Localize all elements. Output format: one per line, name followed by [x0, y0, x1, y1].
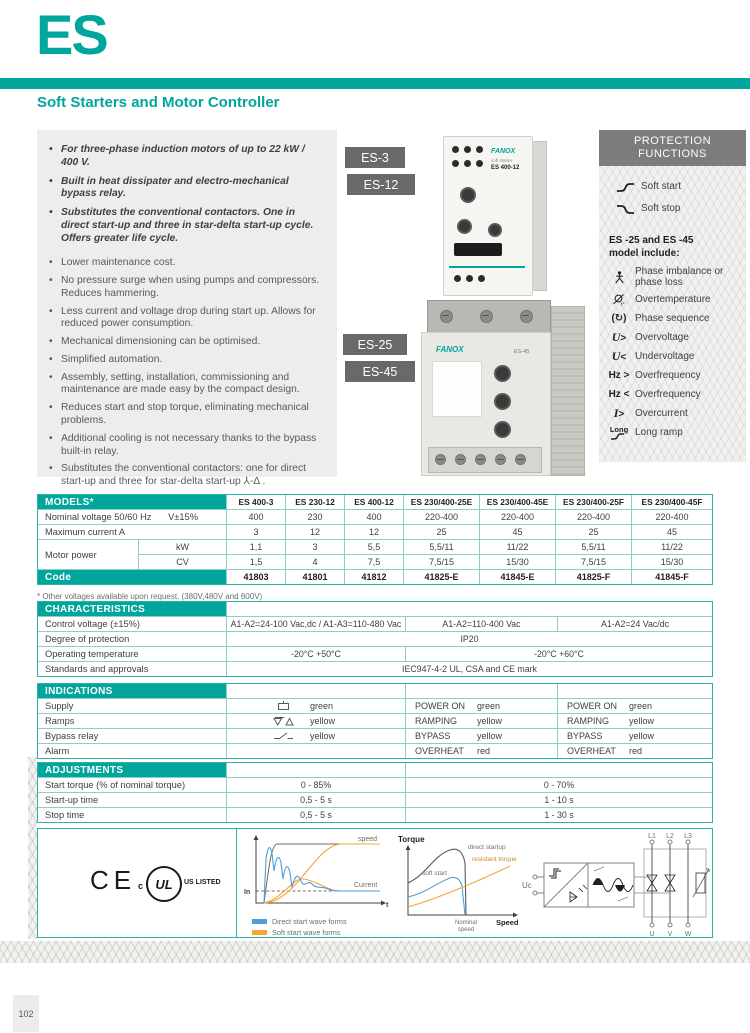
resistant-torque-label: resistant torque — [472, 856, 517, 863]
model-label-es12 — [347, 174, 415, 195]
characteristics-value-cell: IP20 — [227, 632, 712, 646]
model-label-es25 — [343, 334, 407, 355]
code-value-cell: 41845-E — [480, 570, 555, 584]
models-row-label-text: Maximum current A — [45, 527, 126, 537]
protection-note-line2: model include: — [609, 248, 680, 259]
motor-power-value-cell: 5,5/11 — [404, 540, 479, 554]
bullet-icon: • — [49, 275, 53, 287]
indications-led-cell — [558, 699, 712, 713]
nominal-speed-label2: speed — [457, 927, 475, 933]
models-value-cell: 220-400 — [404, 510, 479, 524]
protection-item — [603, 387, 744, 402]
overvoltage-icon: U> — [611, 330, 627, 344]
device2-terminal-block — [427, 300, 551, 334]
wiring-diagram — [520, 831, 712, 937]
product-series-logo: ES — [36, 3, 107, 66]
legend-swatch — [252, 919, 267, 924]
adjust-knob — [460, 187, 476, 203]
models-value-cell: 12 — [286, 525, 344, 539]
models-value-cell: 400 — [345, 510, 403, 524]
motor-power-value-cell: 5,5 — [345, 540, 403, 554]
protection-basic-label: Soft stop — [641, 203, 681, 214]
model-column-header: ES 230/400-45E — [480, 495, 555, 509]
phase-sequence-icon: (↻) — [611, 313, 627, 324]
indications-led-cell — [558, 729, 712, 743]
legend-label: Soft start wave forms — [272, 928, 341, 937]
models-row-label — [38, 525, 226, 539]
indications-led-cell — [558, 714, 712, 728]
protection-item-label: Overtemperature — [635, 294, 711, 305]
waveforms-chart — [242, 833, 392, 917]
indication-color: red — [629, 746, 643, 756]
feature-text: Additional cooling is not necessary thanks to the bypass built-in relay. — [61, 432, 317, 457]
speed-label: speed — [358, 836, 378, 843]
soft-stop-icon — [609, 203, 641, 215]
terminal-screw — [480, 310, 493, 323]
motor-power-value-cell: 15/30 — [632, 555, 712, 569]
soft-start-icon — [609, 181, 641, 193]
code-value-cell: 41845-F — [632, 570, 712, 584]
models-value-cell: 25 — [404, 525, 479, 539]
motor-power-value-cell: 7,5/15 — [556, 555, 631, 569]
motor-power-unit: CV — [139, 555, 226, 569]
l2-label: L2 — [666, 833, 674, 840]
feature-item — [49, 207, 323, 245]
terminal-dot — [454, 275, 461, 282]
protection-basic-item — [609, 179, 742, 194]
device2-label-area — [432, 361, 482, 417]
protection-item-label: Overvoltage — [635, 332, 689, 343]
feature-text: Substitutes the conventional contactors: one for direct start-up and three for star-delta start-up ⅄-Δ . — [61, 463, 306, 488]
direct-current-curve — [264, 848, 380, 903]
l3-label: L3 — [684, 833, 692, 840]
motor-power-value-cell: 7,5/15 — [404, 555, 479, 569]
bullet-icon: • — [49, 144, 53, 155]
adjustments-value-cell: 0,5 - 5 s — [227, 793, 405, 807]
adjust-knob — [457, 219, 472, 234]
indication-color: yellow — [629, 716, 655, 726]
characteristics-value-cell: -20°C +60°C — [406, 647, 712, 661]
terminal-dot — [452, 160, 459, 167]
characteristics-row-label: Degree of protection — [38, 632, 226, 646]
feature-item — [49, 354, 323, 367]
indications-led-cell — [406, 744, 557, 758]
indication-color: yellow — [477, 716, 503, 726]
models-value-cell: 45 — [632, 525, 712, 539]
indications-led-cell — [406, 729, 557, 743]
page-title: Soft Starters and Motor Controller — [37, 94, 280, 111]
device1-display — [454, 243, 502, 256]
feature-item — [49, 433, 323, 459]
motor-power-label: Motor power — [38, 540, 138, 569]
protection-title-line2: FUNCTIONS — [638, 148, 707, 160]
hysteresis-symbol — [549, 869, 561, 878]
code-value-cell: 41825-F — [556, 570, 631, 584]
adjustments-header: ADJUSTMENTS — [38, 763, 226, 777]
characteristics-value-cell: A1-A2=24 Vac/dc — [558, 617, 712, 631]
bullet-icon: • — [49, 432, 53, 444]
model-column-header: ES 230-12 — [286, 495, 344, 509]
indication-color: green — [477, 701, 501, 711]
device1-subtitle: soft starter — [491, 158, 513, 163]
indications-row-label: Bypass relay — [38, 729, 226, 743]
code-value-cell: 41825-E — [404, 570, 479, 584]
indication-name: OVERHEAT — [567, 746, 616, 756]
models-row-label-text: Nominal voltage 50/60 Hz — [45, 512, 152, 522]
indications-symbol-cell — [227, 744, 405, 758]
indications-header-spacer — [227, 684, 405, 698]
terminal-screw — [440, 310, 453, 323]
bullet-icon: • — [49, 207, 53, 219]
terminal-screw — [475, 454, 486, 465]
model-column-header: ES 230/400-25F — [556, 495, 631, 509]
models-value-cell: 230 — [286, 510, 344, 524]
models-value-cell: 220-400 — [556, 510, 631, 524]
protection-item-label: Overfrequency — [635, 389, 701, 400]
indications-symbol-cell — [227, 699, 405, 713]
protection-item — [603, 292, 744, 307]
ul-mark-us-listed: US LISTED — [184, 879, 221, 886]
models-value-cell: 3 — [227, 525, 285, 539]
ce-mark: CE — [90, 865, 137, 895]
device1-front — [443, 136, 533, 296]
underfrequency-icon: Hz < — [608, 389, 630, 400]
legend-item — [252, 928, 347, 937]
bullet-icon: • — [49, 305, 53, 317]
feature-text: Simplified automation. — [61, 353, 163, 365]
characteristics-value-cell: -20°C +50°C — [227, 647, 405, 661]
indication-name: BYPASS — [567, 731, 603, 741]
device2-brand: FANOX — [436, 345, 464, 354]
certification-and-diagrams-box — [37, 828, 713, 938]
indication-name: POWER ON — [415, 701, 466, 711]
indications-row-label: Alarm — [38, 744, 226, 758]
terminal-dot — [464, 160, 471, 167]
protection-basic-item — [609, 201, 742, 216]
protection-item — [603, 425, 744, 440]
phase-imbalance-icon — [603, 271, 635, 284]
terminal-dot — [466, 275, 473, 282]
model-column-header: ES 400-3 — [227, 495, 285, 509]
protection-item-label: Overfrequency — [635, 370, 701, 381]
characteristics-value-cell: A1-A2=110-400 Vac — [406, 617, 557, 631]
device2-bottom-terminals — [428, 447, 542, 473]
legend-item — [252, 917, 347, 926]
v-label: V — [667, 931, 673, 937]
models-footnote: * Other voltages available upon request. (380V,480V and 600V) — [37, 592, 263, 601]
legend-swatch — [252, 930, 267, 935]
device1-model: ES 400-12 — [491, 165, 520, 171]
torque-chart — [396, 833, 536, 935]
model-label-es12-text: ES-12 — [363, 177, 399, 192]
protection-title-line1: PROTECTION — [633, 134, 712, 147]
code-value-cell: 41803 — [227, 570, 285, 584]
adjustments-row-label: Start torque (% of nominal torque) — [38, 778, 226, 792]
indication-color: green — [310, 701, 334, 711]
protection-basic-label: Soft start — [641, 181, 682, 192]
nominal-speed-label1: Nominal — [454, 920, 478, 926]
ul-mark-c: c — [138, 881, 144, 891]
features-list — [49, 144, 323, 489]
feature-text: Mechanical dimensioning can be optimised. — [61, 336, 261, 348]
characteristics-value-cell: IEC947-4-2 UL, CSA and CE mark — [227, 662, 712, 676]
indications-led-cell — [406, 699, 557, 713]
protection-basic-list — [609, 179, 742, 223]
indication-name: RAMPING — [567, 716, 610, 726]
terminal-dot — [476, 160, 483, 167]
feature-item — [49, 402, 323, 428]
speed-axis-label: Speed — [496, 918, 519, 927]
feature-item — [49, 372, 323, 398]
indications-symbol-cell — [227, 714, 405, 728]
led-icon — [273, 700, 294, 712]
protection-items-list — [603, 266, 744, 444]
characteristics-header-spacer — [227, 602, 712, 616]
protection-item — [603, 311, 744, 326]
waveforms-legend — [252, 917, 347, 939]
protection-note — [609, 234, 693, 260]
code-row-label: Code — [38, 570, 226, 584]
page-number — [13, 995, 39, 1032]
characteristics-row-label: Standards and approvals — [38, 662, 226, 676]
feature-text: Assembly, setting, installation, commissioning and maintenance are made easy by the compact design. — [61, 371, 300, 396]
adjustments-value-cell: 1 - 30 s — [406, 808, 712, 822]
indications-led-cell — [558, 744, 712, 758]
indications-led-cell — [406, 714, 557, 728]
models-value-cell: 400 — [227, 510, 285, 524]
model-label-es45 — [345, 361, 415, 382]
adjustments-header-spacer — [227, 763, 405, 777]
ul-mark-text: UL — [155, 876, 173, 892]
device2-front — [421, 332, 551, 476]
models-table — [37, 494, 713, 585]
characteristics-header: CHARACTERISTICS — [38, 602, 226, 616]
models-row-label — [38, 510, 226, 524]
device2-side — [551, 306, 585, 476]
adjustments-row-label: Start-up time — [38, 793, 226, 807]
torque-axis-label: Torque — [398, 835, 425, 844]
indications-row-label: Ramps — [38, 714, 226, 728]
adjustments-row-label: Stop time — [38, 808, 226, 822]
device2-model: ES-45 — [514, 349, 530, 355]
terminal-dot — [464, 146, 471, 153]
adjust-knob — [494, 365, 511, 382]
indication-color: yellow — [310, 731, 336, 741]
motor-power-value-cell: 1,5 — [227, 555, 285, 569]
feature-text: For three-phase induction motors of up to 22 kW / 400 V. — [61, 144, 305, 168]
motor-power-value-cell: 4 — [286, 555, 344, 569]
terminal-screw — [520, 310, 533, 323]
feature-item — [49, 463, 323, 489]
direct-startup-label: direct startup — [468, 844, 506, 851]
protection-item-label: Phase sequence — [635, 313, 710, 324]
models-value-cell: 12 — [345, 525, 403, 539]
adjustments-value-cell: 0,5 - 5 s — [227, 808, 405, 822]
indication-color: yellow — [477, 731, 503, 741]
adjustments-value-cell: 0 - 70% — [406, 778, 712, 792]
protection-item-label: Undervoltage — [635, 351, 695, 362]
protection-item-label: Long ramp — [635, 427, 683, 438]
feature-item — [49, 275, 323, 301]
feature-item — [49, 336, 323, 349]
overtemperature-icon — [603, 293, 635, 307]
model-label-es3-text: ES-3 — [361, 150, 389, 165]
motor-power-value-cell: 11/22 — [480, 540, 555, 554]
protection-functions-panel — [599, 130, 746, 462]
model-column-header: ES 230/400-45F — [632, 495, 712, 509]
feature-item — [49, 257, 323, 270]
adjust-knob — [494, 393, 511, 410]
indication-name: OVERHEAT — [415, 746, 464, 756]
optocoupler-symbol — [570, 885, 587, 902]
indication-name: BYPASS — [415, 731, 451, 741]
ul-mark-circle — [146, 866, 182, 902]
direct-startup-curve — [408, 849, 466, 915]
indications-table — [37, 683, 713, 759]
bullet-icon: • — [49, 257, 53, 269]
terminal-screw — [515, 454, 526, 465]
switch-icon — [273, 730, 294, 742]
characteristics-row-label: Control voltage (±15%) — [38, 617, 226, 631]
indications-header: INDICATIONS — [38, 684, 226, 698]
motor-power-value-cell: 5,5/11 — [556, 540, 631, 554]
legend-label: Direct start wave forms — [272, 917, 347, 926]
box-divider — [236, 829, 237, 937]
characteristics-row-label: Operating temperature — [38, 647, 226, 661]
feature-text: No pressure surge when using pumps and compressors. Reduces hammering. — [61, 275, 320, 299]
feature-item — [49, 176, 323, 202]
device1-brand: FANOX — [491, 148, 516, 155]
overcurrent-icon: I> — [613, 406, 625, 420]
soft-start-label: soft start — [422, 870, 447, 877]
models-value-cell: 25 — [556, 525, 631, 539]
protection-item — [603, 349, 744, 364]
t-label: t — [386, 902, 389, 909]
model-column-header: ES 230/400-25E — [404, 495, 479, 509]
protection-item — [603, 266, 744, 288]
bullet-icon: • — [49, 175, 53, 187]
chevron-decor-strip — [28, 757, 37, 939]
protection-item-label: Overcurrent — [635, 408, 688, 419]
adjustments-value-cell: 1 - 10 s — [406, 793, 712, 807]
device1-accent-line — [449, 266, 525, 268]
characteristics-table — [37, 601, 713, 677]
u-label: U — [649, 931, 655, 937]
feature-text: Lower maintenance cost. — [61, 257, 176, 269]
overfrequency-icon: Hz > — [608, 370, 630, 381]
model-label-es3 — [345, 147, 405, 168]
indication-color: yellow — [310, 716, 336, 726]
motor-power-value-cell: 15/30 — [480, 555, 555, 569]
code-value-cell: 41812 — [345, 570, 403, 584]
indication-name: POWER ON — [567, 701, 618, 711]
uc-label: Uc — [522, 881, 532, 890]
terminal-screw — [495, 454, 506, 465]
terminal-screw — [455, 454, 466, 465]
indication-color: green — [629, 701, 653, 711]
indications-row-label: Supply — [38, 699, 226, 713]
feature-text: Reduces start and stop torque, eliminating mechanical problems. — [61, 402, 309, 427]
chevron-decor-band — [0, 941, 750, 963]
bullet-icon: • — [49, 336, 53, 348]
motor-power-value-cell: 1,1 — [227, 540, 285, 554]
feature-text: Built in heat dissipater and electro-mechanical bypass relay. — [61, 175, 289, 200]
soft-start-curve — [408, 877, 465, 915]
product-photo-es45 — [415, 296, 585, 482]
models-value-cell: 220-400 — [480, 510, 555, 524]
terminal-dot — [476, 146, 483, 153]
bullet-icon: • — [49, 371, 53, 383]
long-ramp-icon: Long — [603, 425, 635, 440]
feature-item — [49, 306, 323, 332]
indication-name: RAMPING — [415, 716, 458, 726]
indication-color: yellow — [629, 731, 655, 741]
indications-header-spacer — [406, 684, 557, 698]
protection-item — [603, 368, 744, 383]
models-table-header: MODELS* — [38, 495, 226, 509]
indications-symbol-cell — [227, 729, 405, 743]
svg-text:t°: t° — [621, 301, 625, 307]
motor-power-value-cell: 3 — [286, 540, 344, 554]
motor-power-value-cell: 7,5 — [345, 555, 403, 569]
indication-color: red — [477, 746, 491, 756]
bullet-icon: • — [49, 353, 53, 365]
bullet-icon: • — [49, 463, 53, 475]
protection-item-label: Phase imbalance or phase loss — [635, 266, 724, 288]
models-row-label2-text: V±15% — [168, 512, 198, 522]
feature-text: Substitutes the conventional contactors. One in direct start-up and three in star-delta start-up cycle. Offers greater life cycle. — [61, 207, 314, 244]
features-panel — [37, 130, 337, 488]
model-label-es45-text: ES-45 — [362, 364, 398, 379]
feature-text: Less current and voltage drop during start up. Allows for reduced power consumption. — [61, 305, 316, 330]
model-label-es25-text: ES-25 — [357, 337, 393, 352]
l1-label: L1 — [648, 833, 656, 840]
characteristics-value-cell: A1-A2=24-100 Vac,dc / A1-A3=110-480 Vac — [227, 617, 405, 631]
protection-item — [603, 406, 744, 421]
model-column-header: ES 400-12 — [345, 495, 403, 509]
terminal-dot — [452, 146, 459, 153]
protection-item — [603, 330, 744, 345]
motor-power-unit: kW — [139, 540, 226, 554]
in-label: In — [244, 889, 251, 896]
protection-note-line1: ES -25 and ES -45 — [609, 235, 694, 246]
header-divider-bar — [0, 78, 750, 89]
current-label: Current — [354, 882, 378, 889]
w-label: W — [684, 931, 692, 937]
protection-functions-header — [599, 130, 746, 166]
motor-power-value-cell: 11/22 — [632, 540, 712, 554]
adjustments-header-spacer — [406, 763, 712, 777]
models-value-cell: 220-400 — [632, 510, 712, 524]
feature-item — [49, 144, 323, 170]
terminal-dot — [478, 275, 485, 282]
adjustments-value-cell: 0 - 85% — [227, 778, 405, 792]
ramp-icon — [273, 715, 294, 727]
bullet-icon: • — [49, 402, 53, 414]
product-photo-es12 — [443, 136, 547, 296]
undervoltage-icon: U< — [611, 349, 627, 363]
code-value-cell: 41801 — [286, 570, 344, 584]
page-number-text: 102 — [18, 1008, 34, 1019]
adjust-knob — [494, 421, 511, 438]
adjust-knob — [488, 223, 502, 237]
models-value-cell: 45 — [480, 525, 555, 539]
adjustments-table — [37, 762, 713, 823]
terminal-screw — [435, 454, 446, 465]
indications-header-spacer — [558, 684, 712, 698]
